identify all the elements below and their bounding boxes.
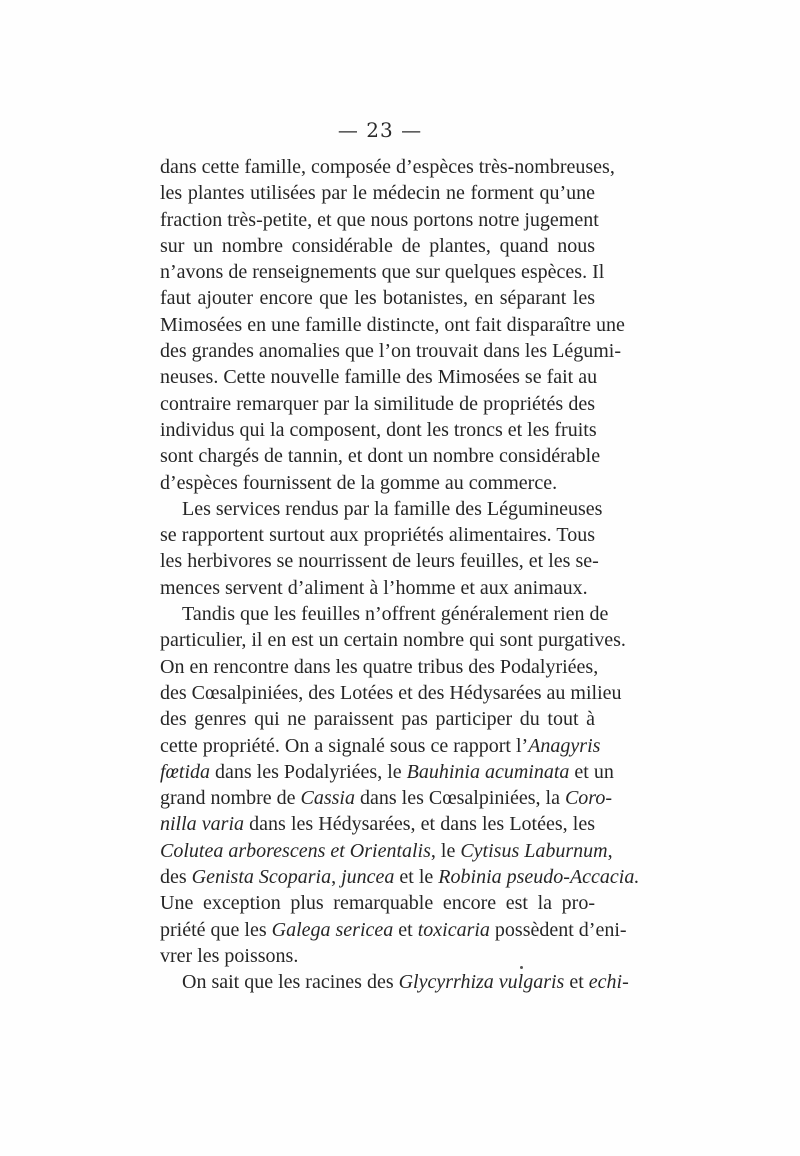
text-line: dans cette famille, composée d’espèces très-nombreuses, — [160, 156, 615, 178]
italic-term: echi- — [588, 971, 629, 994]
text-fragment: , — [607, 839, 613, 862]
text-line — [160, 917, 627, 943]
text-line: mences servent d’aliment à l’homme et aux animaux. — [160, 576, 588, 599]
italic-term: Coro- — [564, 787, 612, 810]
italic-term: Bauhinia acuminata — [406, 760, 570, 783]
text-fragment: et le — [394, 866, 439, 889]
text-line: contraire remarquer par la similitude de propriétés des — [160, 392, 595, 415]
text-line: les plantes utilisées par le médecin ne forment qu’une — [160, 182, 595, 205]
text-line: neuses. Cette nouvelle famille des Mimosées se fait au — [160, 366, 598, 389]
italic-term: fœtida — [160, 760, 211, 783]
italic-term: juncea — [341, 866, 395, 889]
text-line: des genres qui ne paraissent pas participer du tout à — [160, 708, 595, 731]
text-fragment: dans les Podalyriées, le — [210, 760, 407, 783]
text-line: Une exception plus remarquable encore est la pro- — [160, 892, 595, 915]
text-line: des grandes anomalies que l’on trouvait dans les Légumi- — [160, 340, 621, 363]
text-line: vrer les poissons. — [160, 944, 299, 967]
italic-term: nilla varia — [160, 813, 245, 836]
text-line: fraction très-petite, et que nous portons notre jugement — [160, 208, 599, 231]
text-line: d’espèces fournissent de la gomme au commerce. — [160, 471, 558, 494]
italic-term: Anagyris — [528, 734, 601, 757]
text-line: particulier, il en est un certain nombre qui sont purgatives. — [160, 629, 626, 652]
text-line: sont chargés de tannin, et dont un nombre considérable — [160, 445, 601, 468]
text-line: faut ajouter encore que les botanistes, en séparant les — [160, 287, 595, 310]
italic-term: Colutea arborescens et Orientalis — [160, 839, 431, 862]
text-fragment: cette propriété. On a signalé sous ce rapport l’ — [160, 734, 529, 757]
text-fragment: priété que les — [160, 918, 272, 941]
body-text — [160, 154, 640, 996]
paper-speck — [520, 966, 523, 969]
text-line — [160, 864, 640, 890]
text-line: n’avons de renseignements que sur quelques espèces. Il — [160, 261, 605, 284]
italic-term: Glycyrrhiza vulgaris — [398, 971, 565, 994]
page-number: — 23 — — [337, 118, 423, 142]
text-line: Mimosées en une famille distincte, ont fait disparaître une — [160, 313, 625, 336]
text-fragment: dans les Cœsalpiniées, la — [354, 787, 565, 810]
text-line: sur un nombre considérable de plantes, quand nous — [160, 234, 595, 257]
text-line: individus qui la composent, dont les troncs et les fruits — [160, 418, 597, 441]
text-line — [160, 838, 613, 864]
text-line: des Cœsalpiniées, des Lotées et des Hédysarées au milieu — [160, 681, 622, 704]
italic-term: Cytisus Laburnum — [460, 839, 608, 862]
text-line: se rapportent surtout aux propriétés alimentaires. Tous — [160, 524, 595, 547]
italic-term: Cassia — [300, 787, 355, 810]
text-line: Tandis que les feuilles n’offrent généralement rien de — [182, 603, 609, 626]
text-fragment: et — [393, 918, 418, 941]
text-line — [160, 733, 601, 759]
italic-term: toxicaria — [417, 918, 490, 941]
text-fragment: possèdent d’eni- — [489, 918, 627, 941]
text-line: les herbivores se nourrissent de leurs feuilles, et les se- — [160, 550, 599, 573]
text-line — [160, 759, 614, 785]
text-line — [160, 969, 629, 995]
text-fragment: et — [564, 971, 589, 994]
italic-term: Robinia pseudo-Accacia. — [438, 866, 640, 889]
text-fragment: et un — [569, 760, 614, 783]
italic-term: Genista Scoparia — [191, 866, 332, 889]
text-line — [160, 785, 612, 811]
text-fragment: grand nombre de — [160, 787, 301, 810]
text-fragment: On sait que les racines des — [182, 971, 399, 994]
text-fragment: des — [160, 866, 192, 889]
italic-term: Galega sericea — [271, 918, 394, 941]
text-line — [160, 811, 595, 837]
text-fragment: , — [331, 866, 342, 889]
text-fragment: dans les Hédysarées, et dans les Lotées, les — [244, 813, 595, 836]
text-fragment: , le — [430, 839, 461, 862]
text-line: On en rencontre dans les quatre tribus des Podalyriées, — [160, 655, 599, 678]
text-line: Les services rendus par la famille des Légumineuses — [182, 497, 603, 520]
